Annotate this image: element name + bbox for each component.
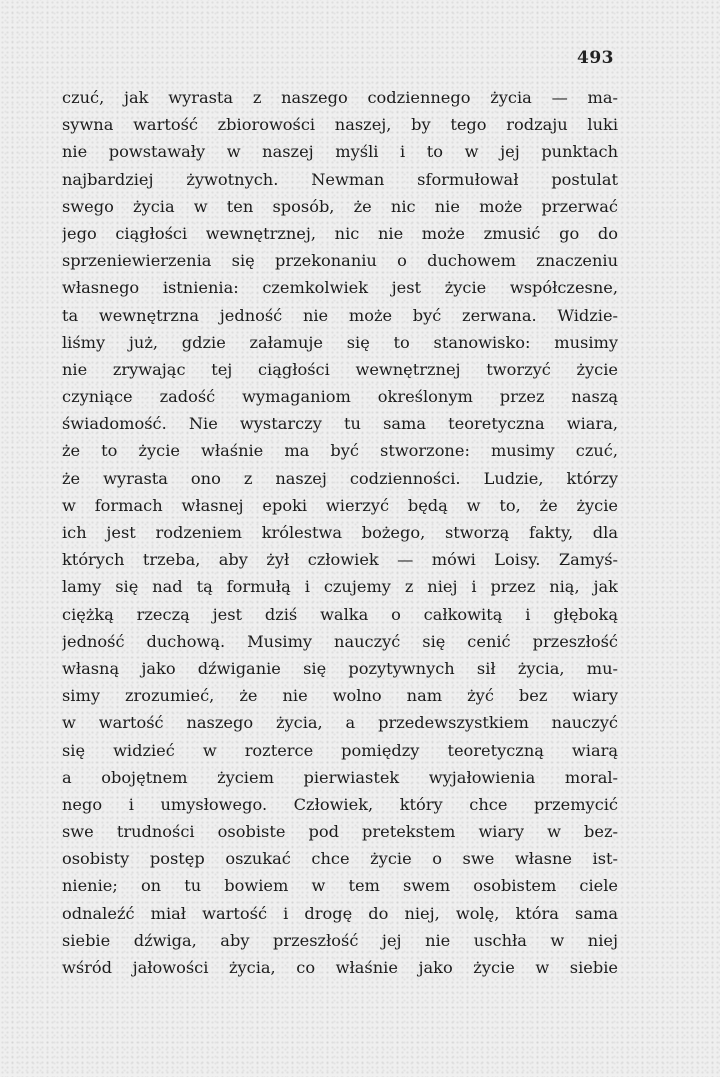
text-line: swego życia w ten sposób, że nic nie może przerwać: [62, 196, 618, 216]
text-line: których trzeba, aby żył człowiek — mówi Loisy. Zamyś-: [62, 550, 618, 570]
text-line: ta wewnętrzna jedność nie może być zerwana. Widzie-: [62, 305, 618, 325]
text-line: własnego istnienia: czemkolwiek jest życie współczesne,: [62, 278, 618, 298]
text-line: ich jest rodzeniem królestwa bożego, stworzą fakty, dla: [62, 523, 618, 542]
text-line: nego i umysłowego. Człowiek, który chce przemycić: [62, 794, 618, 814]
text-line: najbardziej żywotnych. Newman sformułował postulat: [62, 169, 618, 189]
text-line: w formach własnej epoki wierzyć będą w to, że życie: [62, 495, 618, 515]
page-number: 493: [577, 48, 614, 68]
text-line: nienie; on tu bowiem w tem swem osobistem ciele: [62, 876, 618, 896]
text-line: nie powstawały w naszej myśli i to w jej punktach: [62, 142, 618, 162]
text-line: że to życie właśnie ma być stworzone: musimy czuć,: [62, 441, 618, 461]
text-line: osobisty postęp oszukać chce życie o swe własne ist-: [62, 849, 618, 869]
text-line: odnaleźć miał wartość i drogę do niej, wolę, która sama: [62, 903, 618, 923]
text-line: swe trudności osobiste pod pretekstem wiary w bez-: [62, 822, 618, 842]
text-line: liśmy już, gdzie załamuje się to stanowisko: musimy: [62, 332, 618, 352]
text-line: jedność duchową. Musimy nauczyć się cenić przeszłość: [62, 631, 618, 651]
text-line: czyniące zadość wymaganiom określonym przez naszą: [62, 387, 618, 407]
text-line: że wyrasta ono z naszej codzienności. Ludzie, którzy: [62, 468, 618, 488]
text-line: siebie dźwiga, aby przeszłość jej nie uschła w niej: [62, 930, 618, 950]
text-line: świadomość. Nie wystarczy tu sama teoretyczna wiara,: [62, 414, 618, 434]
text-line: ciężką rzeczą jest dziś walka o całkowitą i głęboką: [62, 604, 618, 624]
text-line: jego ciągłości wewnętrznej, nic nie może zmusić go do: [62, 223, 618, 243]
text-line: sywna wartość zbiorowości naszej, by tego rodzaju luki: [62, 115, 618, 135]
text-line: a obojętnem życiem pierwiastek wyjałowienia moral-: [62, 767, 618, 787]
body-text: [62, 84, 618, 981]
text-line: nie zrywając tej ciągłości wewnętrznej tworzyć życie: [62, 359, 618, 379]
text-line: się widzieć w rozterce pomiędzy teoretyczną wiarą: [62, 740, 618, 760]
text-line: czuć, jak wyrasta z naszego codziennego życia — ma-: [62, 88, 618, 107]
text-line: sprzeniewierzenia się przekonaniu o duchowem znaczeniu: [62, 251, 618, 271]
text-line: simy zrozumieć, że nie wolno nam żyć bez wiary: [62, 686, 618, 706]
text-line: w wartość naszego życia, a przedewszystkiem nauczyć: [62, 713, 618, 733]
text-line: własną jako dźwiganie się pozytywnych sił życia, mu-: [62, 658, 618, 678]
text-line: wśród jałowości życia, co właśnie jako życie w siebie: [62, 958, 618, 977]
text-line: lamy się nad tą formułą i czujemy z niej i przez nią, jak: [62, 577, 618, 597]
